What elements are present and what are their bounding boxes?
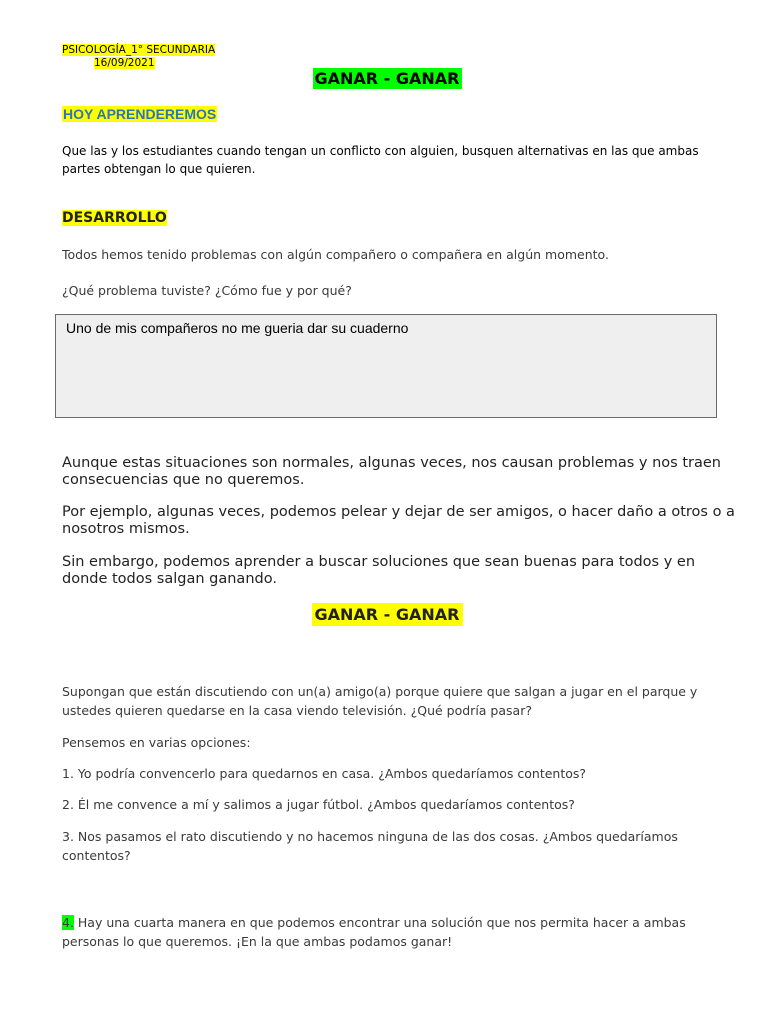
option-4	[62, 913, 722, 951]
hoy-aprenderemos-heading	[62, 106, 217, 122]
scenario-paragraph: Supongan que están discutiendo con un(a) amigo(a) porque quiere que salgan a jugar en el parque y ustedes quieren quedarse en la casa viendo televisión. ¿Qué podría pasar?	[62, 684, 698, 718]
option-3: 3. Nos pasamos el rato discutiendo y no hacemos ninguna de las dos cosas. ¿Ambos quedaríamos contentos?	[62, 829, 678, 863]
answer-textbox[interactable]	[55, 314, 717, 418]
option-4-text: Hay una cuarta manera en que podemos encontrar una solución que nos permita hacer a ambas personas lo que queremos. ¡En la que ambas podamos ganar!	[62, 915, 686, 949]
question-text: ¿Qué problema tuviste? ¿Cómo fue y por qué?	[62, 283, 352, 298]
paragraph-1: Aunque estas situaciones son normales, algunas veces, nos causan problemas y nos traen consecuencias que no queremos.	[62, 455, 721, 488]
option-2: 2. Él me convence a mí y salimos a jugar fútbol. ¿Ambos quedaríamos contentos?	[62, 797, 575, 812]
page-title	[0, 69, 768, 88]
section-title-text: GANAR - GANAR	[312, 603, 463, 626]
answer-value: Uno de mis compañeros no me gueria dar su cuaderno	[66, 320, 409, 336]
course-label: PSICOLOGÍA_1° SECUNDARIA	[62, 44, 216, 56]
course-header	[62, 44, 215, 70]
page-title-text: GANAR - GANAR	[314, 69, 460, 88]
hoy-aprenderemos-text: HOY APRENDEREMOS	[63, 106, 217, 122]
paragraph-3: Sin embargo, podemos aprender a buscar soluciones que sean buenas para todos y en donde todos salgan ganando.	[62, 554, 696, 587]
option-4-number: 4.	[62, 915, 74, 930]
date-label: 16/09/2021	[94, 57, 155, 69]
section-title	[0, 605, 768, 624]
desarrollo-heading	[62, 210, 167, 226]
options-intro: Pensemos en varias opciones:	[62, 735, 251, 750]
learning-objective: Que las y los estudiantes cuando tengan un conflicto con alguien, busquen alternativas en las que ambas partes obtengan lo que quieren.	[62, 144, 699, 176]
option-1: 1. Yo podría convencerlo para quedarnos en casa. ¿Ambos quedaríamos contentos?	[62, 766, 587, 781]
paragraph-2: Por ejemplo, algunas veces, podemos pelear y dejar de ser amigos, o hacer daño a otros o a nosotros mismos.	[62, 504, 735, 537]
intro-paragraph: Todos hemos tenido problemas con algún compañero o compañera en algún momento.	[62, 247, 609, 262]
desarrollo-text: DESARROLLO	[62, 210, 167, 226]
